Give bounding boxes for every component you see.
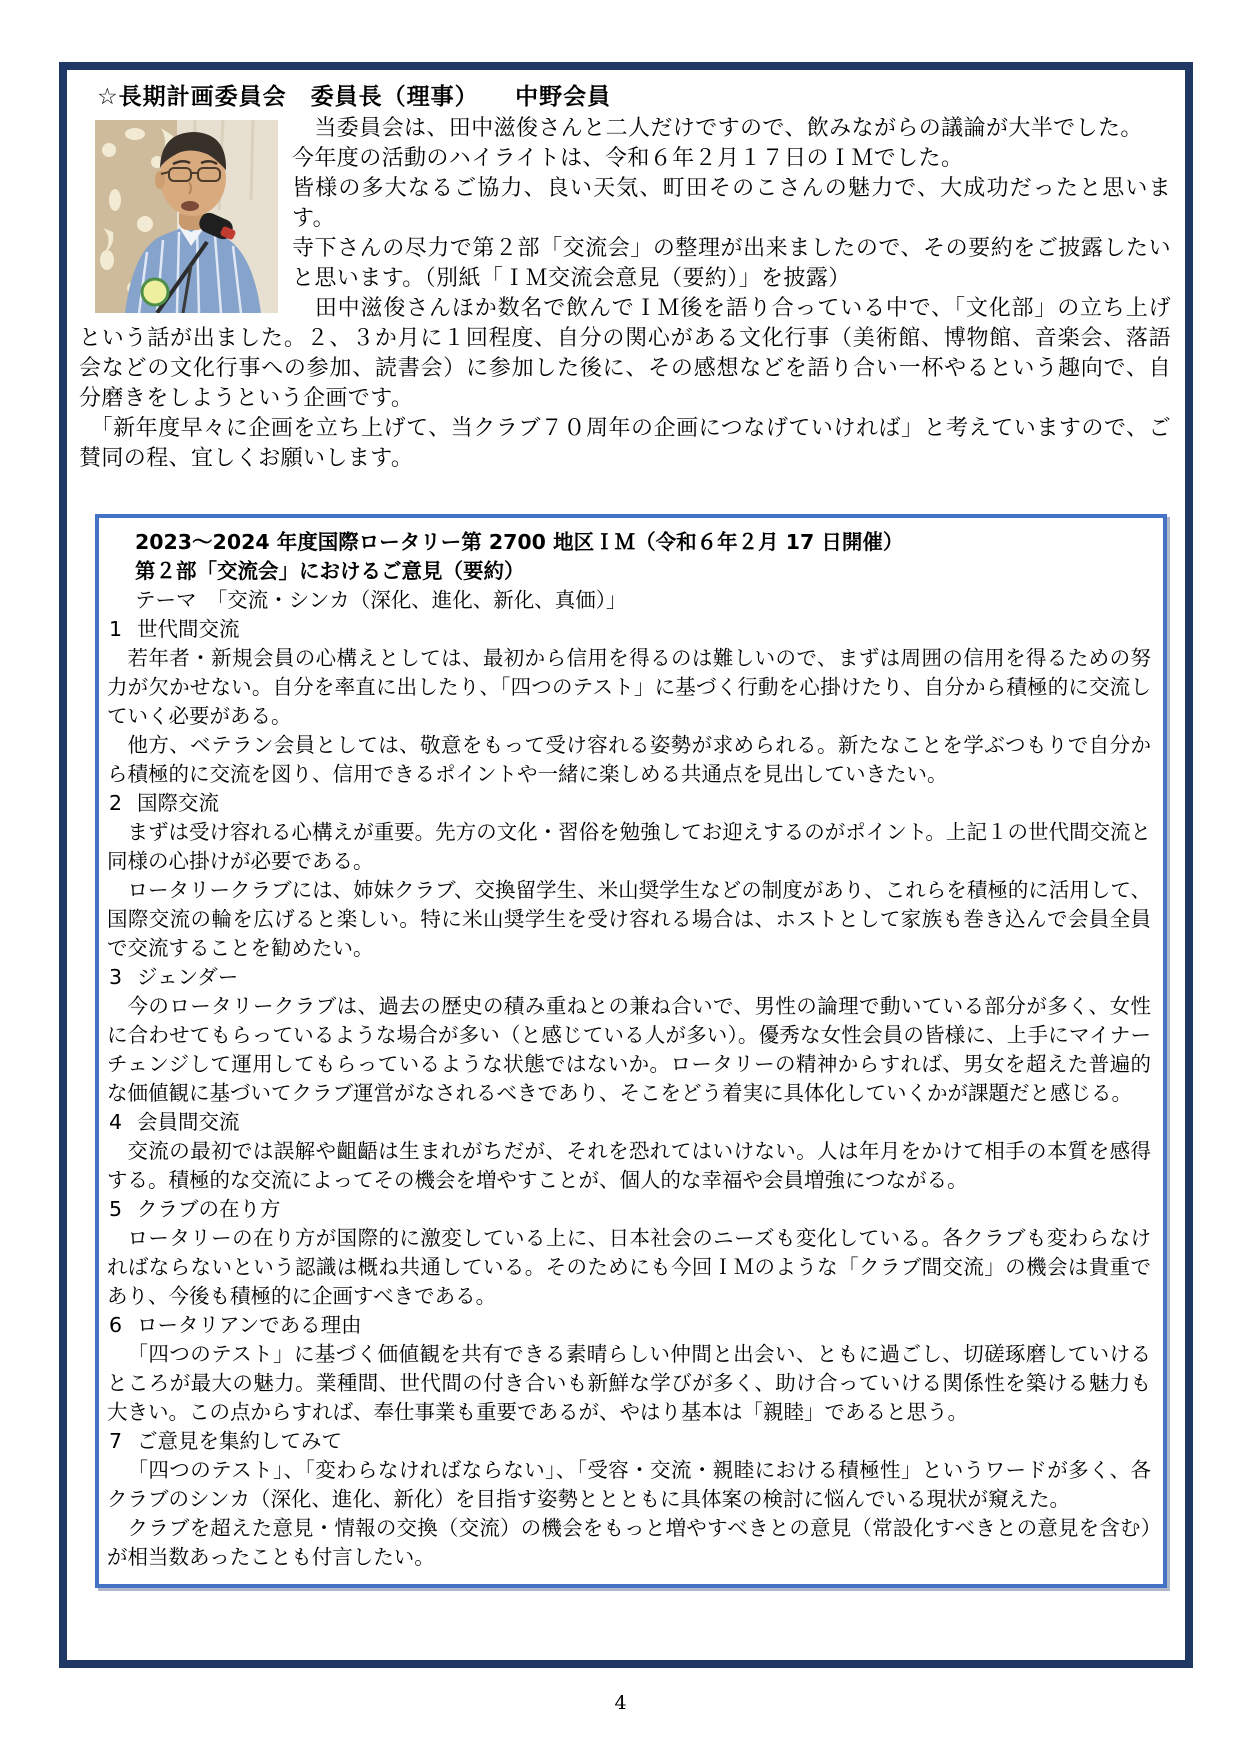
lapel-badge: [142, 279, 168, 305]
report-paragraph: 当委員会は、田中滋俊さんと二人だけですので、飲みながらの議論が大半でした。: [292, 116, 1143, 141]
section-number: 4: [109, 1110, 123, 1134]
im-box-title-line2: 第２部「交流会」におけるご意見（要約）: [135, 559, 525, 583]
content-frame: [59, 62, 1193, 1668]
section-paragraph: クラブを超えた意見・情報の交換（交流）の機会をもっと増やすべきとの意見（常設化すべきとの意見を含む）が相当数あったことも付言したい。: [107, 1516, 1151, 1569]
speaker-photo-image: [95, 120, 278, 313]
section-member-exchange: [107, 1108, 1151, 1195]
section-generational-exchange: [107, 615, 1151, 789]
committee-heading: ☆長期計画委員会 委員長（理事） 中野会員: [97, 84, 612, 110]
section-title: ロータリアンである理由: [137, 1313, 362, 1337]
section-number: 3: [109, 965, 123, 989]
section-paragraph: ロータリークラブには、姉妹クラブ、交換留学生、米山奨学生などの制度があり、これらを積極的に活用して、国際交流の輪を広げると楽しい。特に米山奨学生を受け容れる場合は、ホストとして家族も巻き込んで会員全員で交流することを勧めたい。: [107, 878, 1151, 960]
section-club-ideal: [107, 1195, 1151, 1311]
section-paragraph: 若年者・新規会員の心構えとしては、最初から信用を得るのは難しいので、まずは周囲の信用を得るための努力が欠かせない。自分を率直に出したり、「四つのテスト」に基づく行動を心掛けたり、自分から積極的に交流していく必要がある。: [107, 646, 1151, 728]
im-opinion-summary-box: [95, 514, 1167, 1588]
report-paragraph: 寺下さんの尽力で第２部「交流会」の整理が出来ましたので、その要約をご披露したいと思います。（別紙「ＩＭ交流会意見（要約）」を披露）: [292, 236, 1171, 291]
section-number: 5: [109, 1197, 123, 1221]
report-paragraph: 田中滋俊さんほか数名で飲んでＩＭ後を語り合っている中で、「文化部」の立ち上げという話が出ました。２、３か月に１回程度、自分の関心がある文化行事（美術館、博物館、音楽会、落語会などの文化行事への参加、読書会）に参加した後に、その感想などを語り合い一杯やるという趣向で、自分磨きをしようという企画です。: [79, 296, 1171, 411]
section-international-exchange: [107, 789, 1151, 963]
section-title: 国際交流: [137, 791, 219, 815]
section-paragraph: 今のロータリークラブは、過去の歴史の積み重ねとの兼ね合いで、男性の論理で動いている部分が多く、女性に合わせてもらっているような場合が多い（と感じている人が多い）。優秀な女性会員の皆様に、上手にマイナーチェンジして運用してもらっているような状態ではないか。ロータリーの精神からすれば、男女を超えた普遍的な価値観に基づいてクラブ運営がなされるべきであり、そこをどう着実に具体化していくかが課題だと感じる。: [107, 994, 1151, 1105]
im-box-title-line1: 2023～2024 年度国際ロータリー第 2700 地区ＩＭ（令和６年２月 17 日開催）: [135, 530, 904, 554]
im-box-theme: テーマ 「交流・シンカ（深化、進化、新化、真価）」: [135, 588, 627, 612]
section-paragraph: 「四つのテスト」、「変わらなければならない」、「受容・交流・親睦における積極性」というワードが多く、各クラブのシンカ（深化、進化、新化）を目指す姿勢ととともに具体案の検討に悩んでいる現状が窺えた。: [107, 1458, 1151, 1511]
section-reason-rotarian: [107, 1311, 1151, 1427]
section-paragraph: 他方、ベテラン会員としては、敬意をもって受け容れる姿勢が求められる。新たなことを学ぶつもりで自分から積極的に交流を図り、信用できるポイントや一緒に楽しめる共通点を見出していきたい。: [107, 733, 1151, 786]
section-title: ご意見を集約してみて: [137, 1429, 342, 1453]
section-paragraph: まずは受け容れる心構えが重要。先方の文化・習俗を勉強してお迎えするのがポイント。上記１の世代間交流と同様の心掛けが必要である。: [107, 820, 1151, 873]
section-number: 7: [109, 1429, 123, 1453]
report-paragraph: 「新年度早々に企画を立ち上げて、当クラブ７０周年の企画につなげていければ」と考えていますので、ご賛同の程、宜しくお願いします。: [79, 416, 1171, 471]
report-paragraph: 皆様の多大なるご協力、良い天気、町田そのこさんの魅力で、大成功だったと思います。: [292, 176, 1171, 231]
section-title: 世代間交流: [137, 617, 240, 641]
section-number: 2: [109, 791, 123, 815]
section-title: クラブの在り方: [137, 1197, 281, 1221]
section-summary: [107, 1427, 1151, 1572]
section-title: ジェンダー: [137, 965, 239, 989]
section-gender: [107, 963, 1151, 1108]
page-number: 4: [614, 1692, 627, 1714]
section-paragraph: 「四つのテスト」に基づく価値観を共有できる素晴らしい仲間と出会い、ともに過ごし、切磋琢磨していけるところが最大の魅力。業種間、世代間の付き合いも新鮮な学びが多く、助け合っていける関係性を築ける魅力も大きい。この点からすれば、奉仕事業も重要であるが、やはり基本は「親睦」であると思う。: [107, 1342, 1151, 1424]
report-paragraph: 今年度の活動のハイライトは、令和６年２月１７日のＩＭでした。: [292, 146, 964, 171]
speaker-photo: [95, 120, 278, 313]
section-title: 会員間交流: [137, 1110, 240, 1134]
section-number: 6: [109, 1313, 123, 1337]
frame-inner: [67, 70, 1185, 1588]
section-number: 1: [109, 617, 123, 641]
section-paragraph: 交流の最初では誤解や齟齬は生まれがちだが、それを恐れてはいけない。人は年月をかけて相手の本質を感得する。積極的な交流によってその機会を増やすことが、個人的な幸福や会員増強につながる。: [107, 1139, 1151, 1192]
section-paragraph: ロータリーの在り方が国際的に激変している上に、日本社会のニーズも変化している。各クラブも変わらなければならないという認識は概ね共通している。そのためにも今回ＩＭのような「クラブ間交流」の機会は貴重であり、今後も積極的に企画すべきである。: [107, 1226, 1151, 1308]
